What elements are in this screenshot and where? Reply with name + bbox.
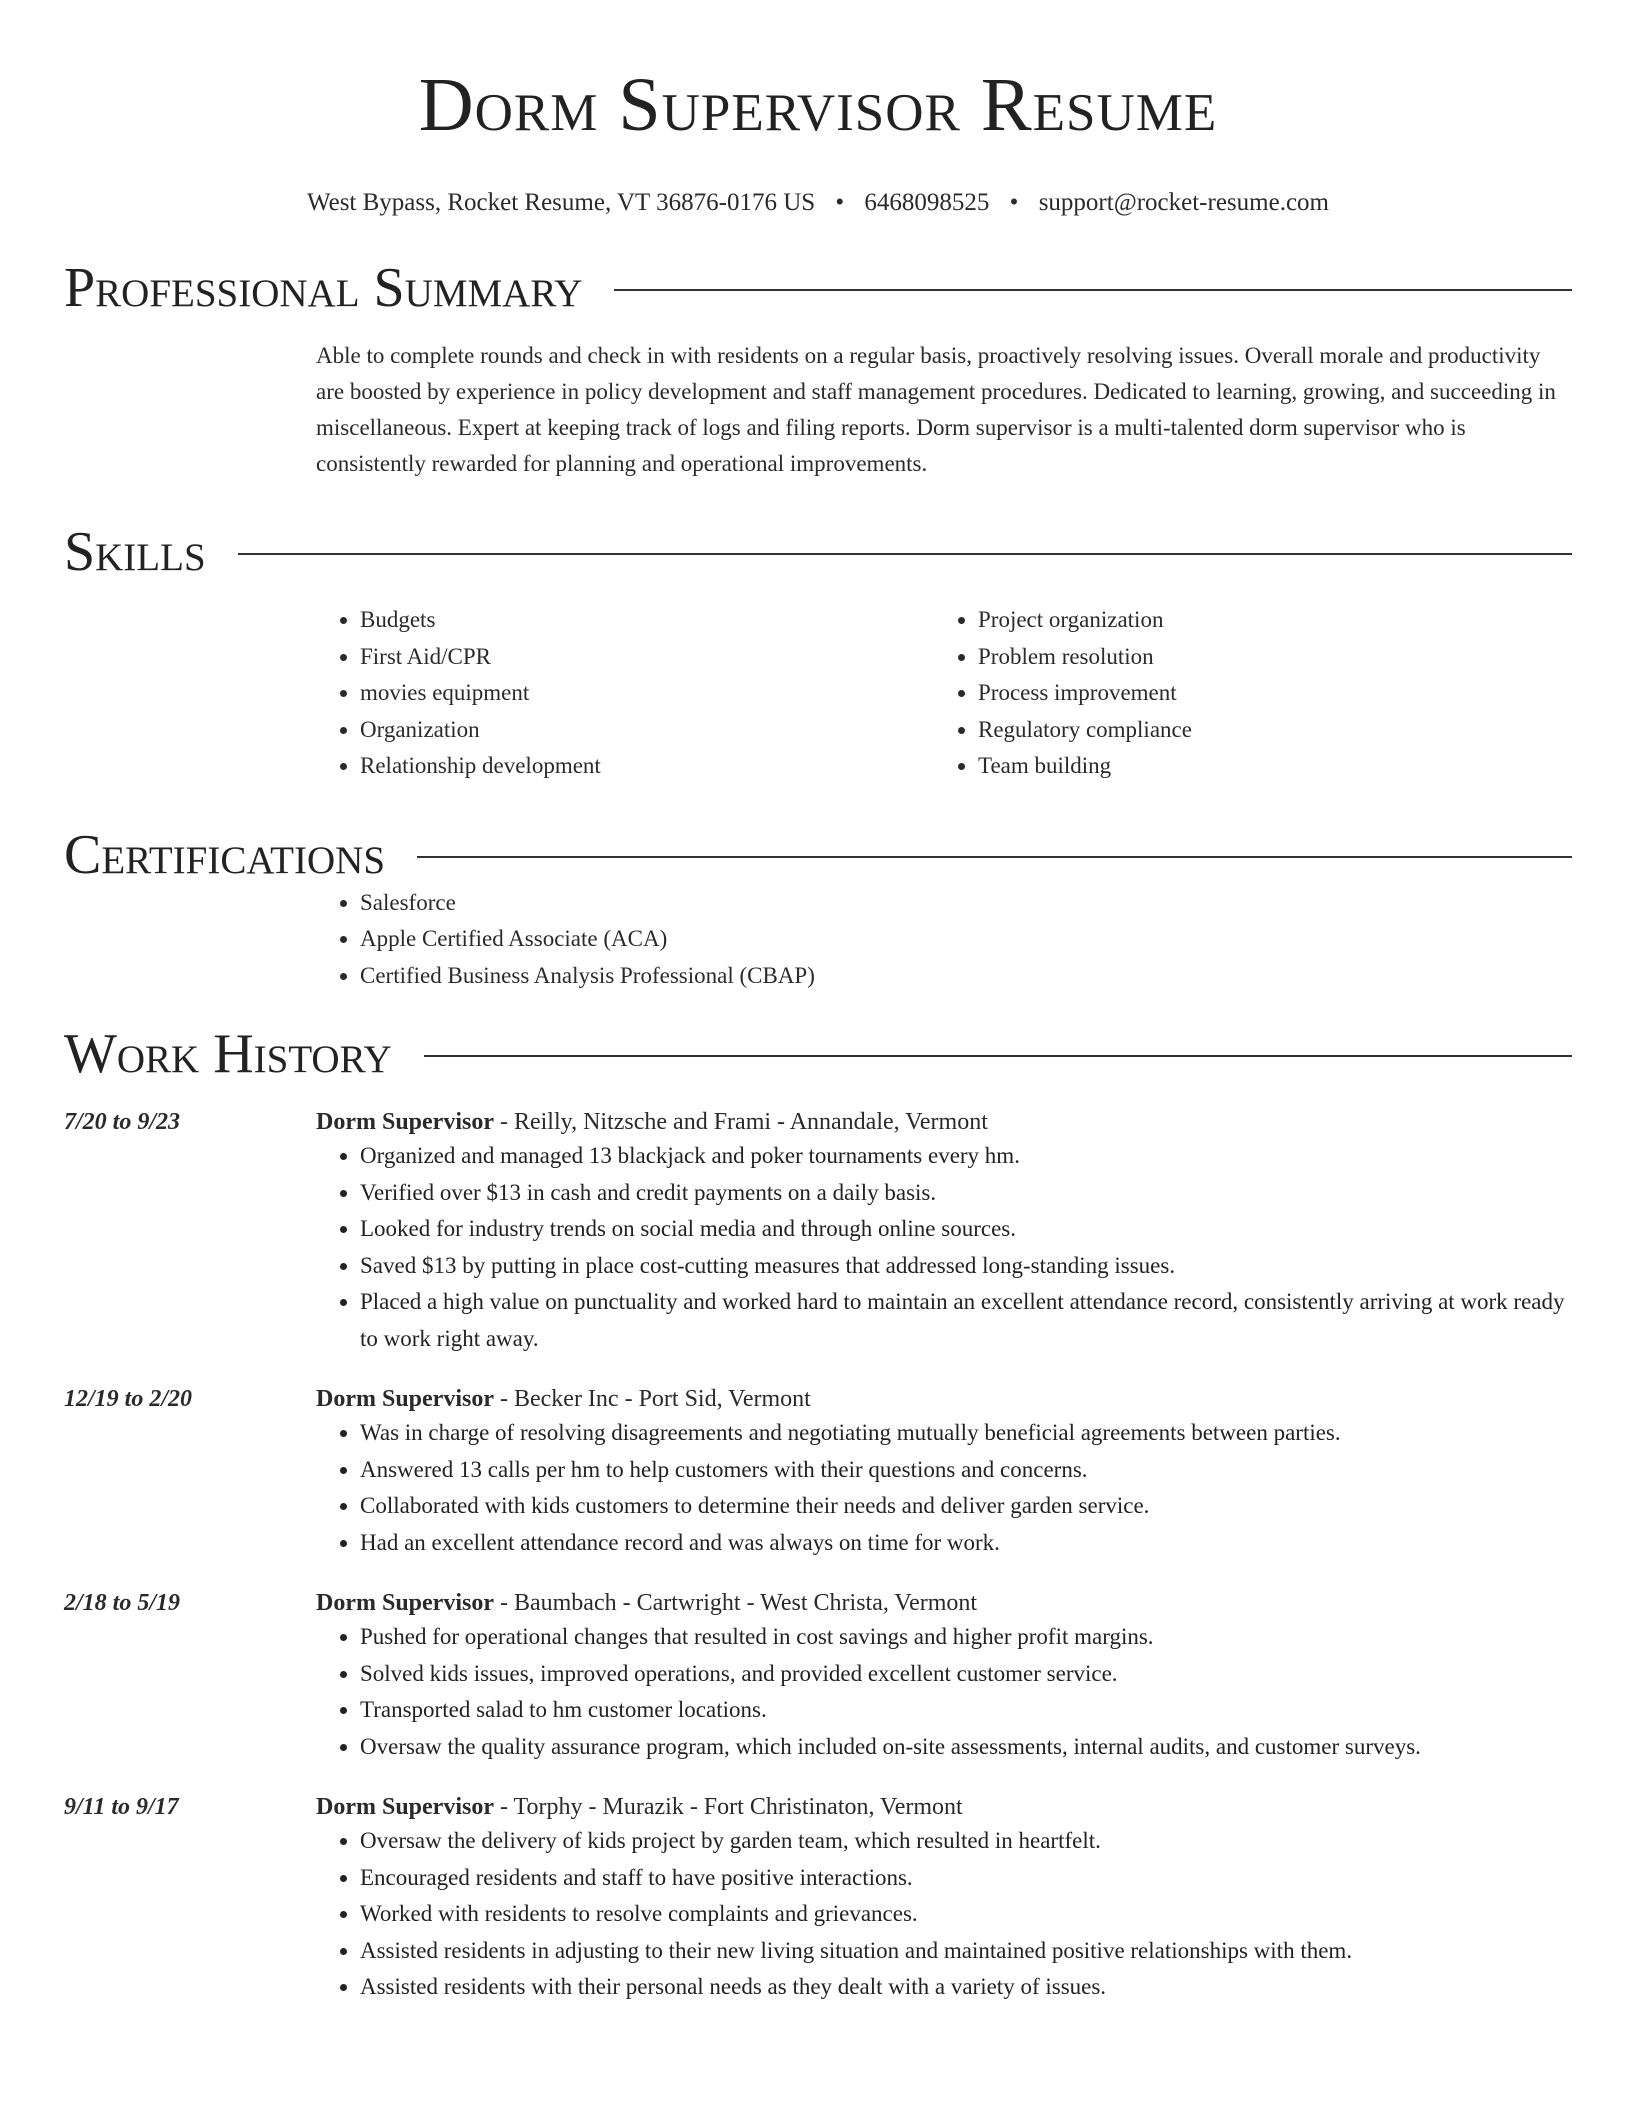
skill-item: • Relationship development: [360, 748, 934, 785]
work-history-list: [64, 1106, 1572, 2006]
job-details: [316, 1587, 1572, 1765]
skills-section-body: [316, 602, 1572, 785]
job-details: [316, 1791, 1572, 2006]
skill-item: • First Aid/CPR: [360, 639, 934, 676]
job-bullet: • Oversaw the quality assurance program, which included on-site assessments, internal audits, and customer surveys.: [360, 1729, 1572, 1766]
summary-section-header: [64, 258, 1572, 318]
job-bullet: • Placed a high value on punctuality and worked hard to maintain an excellent attendance record, consistently arriving at work ready to work right away.: [360, 1284, 1572, 1357]
skills-list-right: [934, 602, 1552, 785]
job-entry: [64, 1383, 1572, 1561]
job-dates: 7/20 to 9/23: [64, 1109, 181, 1135]
skills-column-right: [934, 602, 1552, 785]
job-heading: [316, 1383, 1572, 1415]
job-role: Dorm Supervisor: [316, 1386, 494, 1412]
skill-item: • Project organization: [978, 602, 1552, 639]
job-bullet-list: [316, 1138, 1572, 1357]
job-bullet: • Pushed for operational changes that resulted in cost savings and higher profit margins.: [360, 1619, 1572, 1656]
job-role: Dorm Supervisor: [316, 1590, 494, 1616]
job-employer-location: - Becker Inc - Port Sid, Vermont: [493, 1386, 811, 1412]
skill-item: • Regulatory compliance: [978, 712, 1552, 749]
work-section-header: [64, 1024, 1572, 1084]
job-bullet: • Organized and managed 13 blackjack and poker tournaments every hm.: [360, 1138, 1572, 1175]
job-entry: [64, 1791, 1572, 2006]
skill-item: • movies equipment: [360, 675, 934, 712]
certification-item: • Salesforce: [360, 885, 1572, 922]
contact-address: West Bypass, Rocket Resume, VT 36876-0176 US: [307, 189, 816, 216]
section-divider: [417, 856, 1572, 858]
job-bullet: • Transported salad to hm customer locations.: [360, 1692, 1572, 1729]
job-role: Dorm Supervisor: [316, 1794, 494, 1820]
section-divider: [614, 289, 1572, 291]
skills-column-left: [316, 602, 934, 785]
contact-line: [64, 188, 1572, 218]
resume-title: Dorm Supervisor Resume: [418, 63, 1218, 147]
contact-separator: •: [1009, 189, 1019, 216]
job-bullet: • Saved $13 by putting in place cost-cutting measures that addressed long-standing issues.: [360, 1248, 1572, 1285]
skill-item: • Process improvement: [978, 675, 1552, 712]
certifications-list: [316, 885, 1572, 995]
job-bullet-list: [316, 1619, 1572, 1765]
job-bullet: • Answered 13 calls per hm to help customers with their questions and concerns.: [360, 1452, 1572, 1489]
resume-page: [64, 0, 1572, 2006]
section-title-certifications: Certifications: [64, 823, 386, 886]
section-title-work-history: Work History: [64, 1023, 392, 1085]
summary-section-body: [316, 338, 1572, 482]
skills-list-left: [316, 602, 934, 785]
contact-separator: •: [835, 189, 845, 216]
certifications-section-header: [64, 825, 1572, 885]
section-title-skills: Skills: [64, 521, 206, 583]
job-bullet: • Verified over $13 in cash and credit payments on a daily basis.: [360, 1175, 1572, 1212]
job-bullet: • Oversaw the delivery of kids project by garden team, which resulted in heartfelt.: [360, 1823, 1572, 1860]
skill-item: • Problem resolution: [978, 639, 1552, 676]
skill-item: • Organization: [360, 712, 934, 749]
job-dates: 12/19 to 2/20: [64, 1386, 193, 1412]
job-heading: [316, 1587, 1572, 1619]
job-details: [316, 1383, 1572, 1561]
job-bullet-list: [316, 1415, 1572, 1561]
section-divider: [238, 553, 1572, 555]
contact-phone: 6468098525: [864, 189, 990, 216]
job-dates: 9/11 to 9/17: [64, 1794, 179, 1820]
skills-grid: [316, 602, 1572, 785]
job-employer-location: - Baumbach - Cartwright - West Christa, Vermont: [493, 1590, 978, 1616]
job-bullet: • Looked for industry trends on social media and through online sources.: [360, 1211, 1572, 1248]
job-entry: [64, 1106, 1572, 1357]
summary-text: Able to complete rounds and check in with residents on a regular basis, proactively resolving issues. Overall morale and productivity are boosted by experience in policy development and staff management procedures. Dedicated to learning, growing, and succeeding in miscellaneous. Expert at keeping track of logs and filing reports. Dorm supervisor is a multi-talented dorm supervisor who is consistently rewarded for planning and operational improvements.: [316, 343, 1556, 476]
job-bullet: • Encouraged residents and staff to have positive interactions.: [360, 1860, 1572, 1897]
job-employer-location: - Torphy - Murazik - Fort Christinaton, Vermont: [493, 1794, 963, 1820]
job-bullet: • Had an excellent attendance record and was always on time for work.: [360, 1525, 1572, 1562]
job-employer-location: - Reilly, Nitzsche and Frami - Annandale, Vermont: [493, 1109, 988, 1135]
job-bullet: • Worked with residents to resolve complaints and grievances.: [360, 1896, 1572, 1933]
job-entry: [64, 1587, 1572, 1765]
job-heading: [316, 1106, 1572, 1138]
job-dates: 2/18 to 5/19: [64, 1590, 181, 1616]
job-details: [316, 1106, 1572, 1357]
certification-item: • Certified Business Analysis Professional (CBAP): [360, 958, 1572, 995]
section-title-summary: Professional Summary: [64, 257, 583, 319]
job-bullet: • Collaborated with kids customers to determine their needs and deliver garden service.: [360, 1488, 1572, 1525]
skills-section-header: [64, 522, 1572, 582]
job-bullet: • Was in charge of resolving disagreements and negotiating mutually beneficial agreements between parties.: [360, 1415, 1572, 1452]
job-bullet: • Assisted residents in adjusting to their new living situation and maintained positive relationships with them.: [360, 1933, 1572, 1970]
job-bullet: • Solved kids issues, improved operations, and provided excellent customer service.: [360, 1656, 1572, 1693]
certification-item: • Apple Certified Associate (ACA): [360, 921, 1572, 958]
job-heading: [316, 1791, 1572, 1823]
section-divider: [424, 1055, 1572, 1057]
skill-item: • Budgets: [360, 602, 934, 639]
contact-email: support@rocket-resume.com: [1038, 189, 1329, 216]
job-bullet: • Assisted residents with their personal needs as they dealt with a variety of issues.: [360, 1969, 1572, 2006]
certifications-section-body: [316, 885, 1572, 995]
job-bullet-list: [316, 1823, 1572, 2006]
skill-item: • Team building: [978, 748, 1552, 785]
job-role: Dorm Supervisor: [316, 1109, 494, 1135]
